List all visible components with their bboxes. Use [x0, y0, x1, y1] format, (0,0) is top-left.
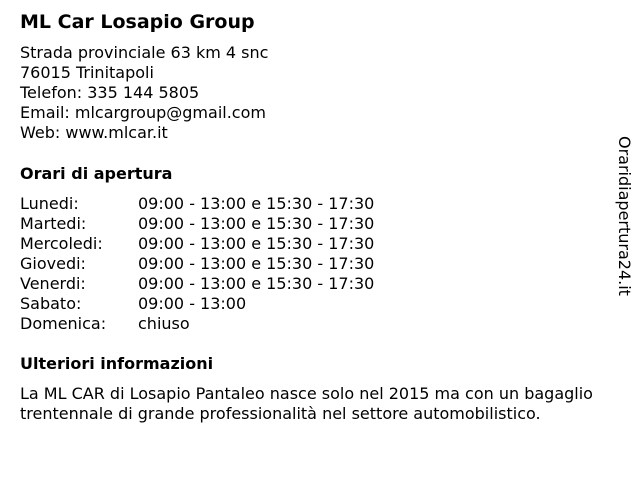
business-name: ML Car Losapio Group	[20, 11, 255, 33]
day-label: Domenica:	[20, 314, 107, 333]
info-heading: Ulteriori informazioni	[20, 354, 214, 373]
time-value: 09:00 - 13:00 e 15:30 - 17:30	[138, 274, 375, 293]
time-value: 09:00 - 13:00 e 15:30 - 17:30	[138, 194, 375, 213]
web-text: Web: www.mlcar.it	[20, 123, 168, 142]
time-value: chiuso	[138, 314, 190, 333]
day-label: Venerdi:	[20, 274, 86, 293]
hours-heading: Orari di apertura	[20, 164, 173, 183]
day-label: Mercoledi:	[20, 234, 103, 253]
email-text: Email: mlcargroup@gmail.com	[20, 103, 266, 122]
time-value: 09:00 - 13:00 e 15:30 - 17:30	[138, 214, 375, 233]
address-line-1: Strada provinciale 63 km 4 snc	[20, 43, 269, 62]
brand-watermark: Oraridiapertura24.it	[615, 136, 634, 296]
info-text: La ML CAR di Losapio Pantaleo nasce solo nel 2015 ma con un bagaglio trentennale di grande professionalità nel settore automobilistico.	[20, 384, 593, 423]
day-label: Lunedi:	[20, 194, 79, 213]
address-line-2: 76015 Trinitapoli	[20, 63, 154, 82]
phone-text: Telefon: 335 144 5805	[20, 83, 200, 102]
day-label: Martedi:	[20, 214, 87, 233]
day-label: Giovedi:	[20, 254, 86, 273]
time-value: 09:00 - 13:00 e 15:30 - 17:30	[138, 234, 375, 253]
day-label: Sabato:	[20, 294, 82, 313]
time-value: 09:00 - 13:00	[138, 294, 247, 313]
contact-block	[20, 43, 268, 143]
time-value: 09:00 - 13:00 e 15:30 - 17:30	[138, 254, 375, 273]
